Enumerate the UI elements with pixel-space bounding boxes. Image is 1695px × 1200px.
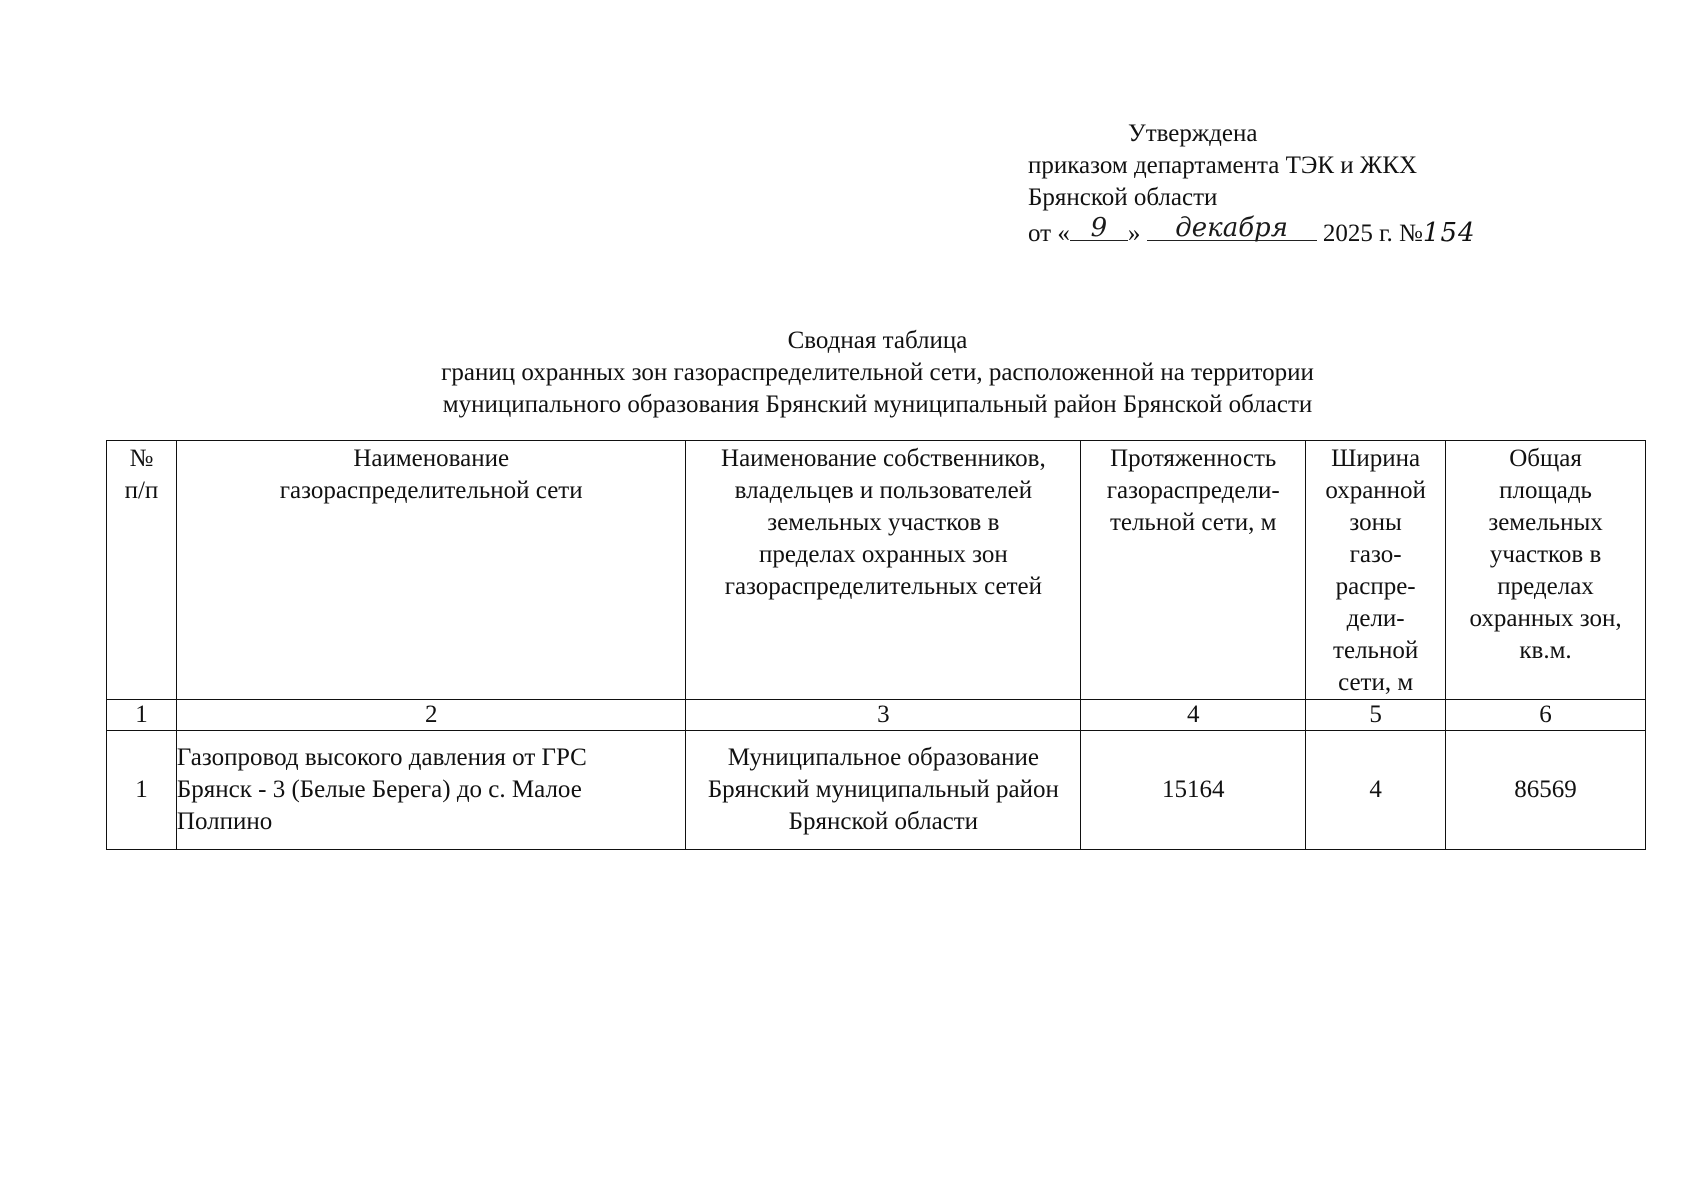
approval-region-line: Брянской области [1028,184,1218,211]
header-owners: Наименование собственников, владельцев и пользователей земельных участков в пределах охранных зон газораспределительных сетей [686,441,1081,700]
table-row [107,731,1646,850]
zones-table [106,440,1646,850]
table-header-row [107,441,1646,700]
header-network-name: Наименование газораспределительной сети [176,441,686,700]
title-line-3: муниципального образования Брянский муниципальный район Брянской области [442,391,1313,418]
column-number: 3 [686,700,1081,731]
number-prefix: № [1399,220,1423,247]
row-total-area: 86569 [1446,731,1646,850]
row-number: 1 [107,731,177,850]
column-number: 2 [176,700,686,731]
document-title [0,325,1695,421]
date-mid: » [1127,220,1141,247]
header-length: Протяженность газораспредели- тельной сети, м [1081,441,1306,700]
handwritten-order-number: 154 [1422,218,1476,248]
handwritten-day: 9 [1070,214,1128,241]
row-zone-width: 4 [1306,731,1446,850]
header-total-area: Общая площадь земельных участков в пределах охранных зон, кв.м. [1446,441,1646,700]
row-owner: Муниципальное образование Брянский муниципальный район Брянской области [686,731,1081,850]
header-number: № п/п [107,441,177,700]
column-number-row [107,700,1646,731]
column-number: 1 [107,700,177,731]
date-year: 2025 г. [1322,220,1393,247]
row-length: 15164 [1081,731,1306,850]
column-number: 6 [1446,700,1646,731]
column-number: 4 [1081,700,1306,731]
approval-heading: Утверждена [1128,120,1258,147]
approval-block [1028,118,1548,250]
approval-order-line: приказом департамента ТЭК и ЖКХ [1028,152,1418,179]
handwritten-month: декабря [1147,214,1317,241]
approval-date-line [1028,214,1548,250]
column-number: 5 [1306,700,1446,731]
title-line-2: границ охранных зон газораспределительной сети, расположенной на территории [441,359,1314,386]
date-prefix: от « [1028,220,1070,247]
header-zone-width: Ширина охранной зоны газо- распре- дели- тельной сети, м [1306,441,1446,700]
title-line-1: Сводная таблица [787,327,968,354]
row-network-name: Газопровод высокого давления от ГРС Брянск - 3 (Белые Берега) до с. Малое Полпино [176,731,686,850]
